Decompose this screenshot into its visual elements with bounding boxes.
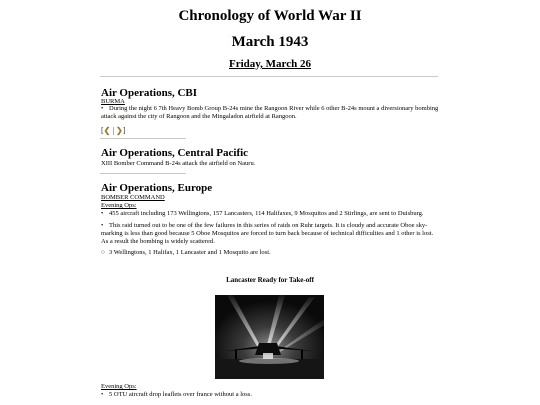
europe-item-2: This raid turned out to be one of the few failures in this series of raids on Ruhr targets. It is cloudy and accurate Oboe sky-marking is less than good because 5 Oboe Mosquitos are forced to turn back because of technical difficulties and 1 other is lost. As a result the bombing is widely scattered.: [101, 222, 434, 245]
lancaster-photo: [215, 295, 324, 379]
europe-item-3: 3 Wellingtons, 1 Halifax, 1 Lancaster and 1 Mosquito are lost.: [109, 249, 271, 256]
section-heading-europe: Air Operations, Europe: [101, 182, 213, 194]
divider: [100, 138, 186, 139]
europe-bullet-2: [101, 222, 441, 246]
bullet-circle: ○: [101, 249, 105, 256]
section-heading-central-pacific: Air Operations, Central Pacific: [101, 147, 249, 159]
page-subtitle: March 1943: [231, 34, 309, 50]
bullet-dot: •: [101, 105, 104, 112]
europe-bullet-3: [101, 249, 441, 257]
photo-caption: Lancaster Ready for Take-off: [226, 276, 314, 284]
next-arrow-icon[interactable]: ❯: [115, 126, 123, 135]
europe-bullet-1: [101, 210, 441, 218]
sub-heading-bomber-command[interactable]: BOMBER COMMAND: [101, 194, 165, 201]
date-heading: Friday, March 26: [229, 58, 311, 70]
divider: [100, 76, 438, 77]
pacific-text: XIII Bomber Command B-24s attack the airfield on Nauru.: [101, 160, 256, 167]
europe-item-4: 5 OTU aircraft drop leaflets over france without a loss.: [109, 391, 252, 398]
page-title: Chronology of World War II: [178, 8, 362, 24]
bullet-dot: •: [101, 391, 104, 398]
navigation-links: [❮ | ❯]: [101, 126, 126, 135]
cbi-text: During the night 6 7th Heavy Bomb Group B-24s mine the Rangoon River while 6 other B-24s mount a diversionary bombing attack against the city of Rangoon and the Mingaladon airfield at Rangoon.: [101, 105, 439, 120]
sub-heading-burma[interactable]: BURMA: [101, 98, 125, 105]
divider: [100, 173, 186, 174]
nav-separator: |: [112, 126, 114, 135]
evening-ops-label-2: Evening Ops:: [101, 383, 137, 390]
cbi-bullet: [101, 105, 441, 121]
europe-bullet-4: [101, 391, 441, 399]
bullet-dot: •: [101, 222, 104, 229]
prev-arrow-icon[interactable]: ❮: [103, 126, 111, 135]
section-heading-cbi: Air Operations, CBI: [101, 87, 198, 99]
evening-ops-label: Evening Ops:: [101, 202, 137, 209]
europe-item-1: 455 aircraft including 173 Wellingtons, 157 Lancasters, 114 Halifaxes, 9 Mosquitos and 2 Stirlings, are sent to Duisburg.: [109, 210, 424, 217]
bullet-dot: •: [101, 210, 104, 217]
